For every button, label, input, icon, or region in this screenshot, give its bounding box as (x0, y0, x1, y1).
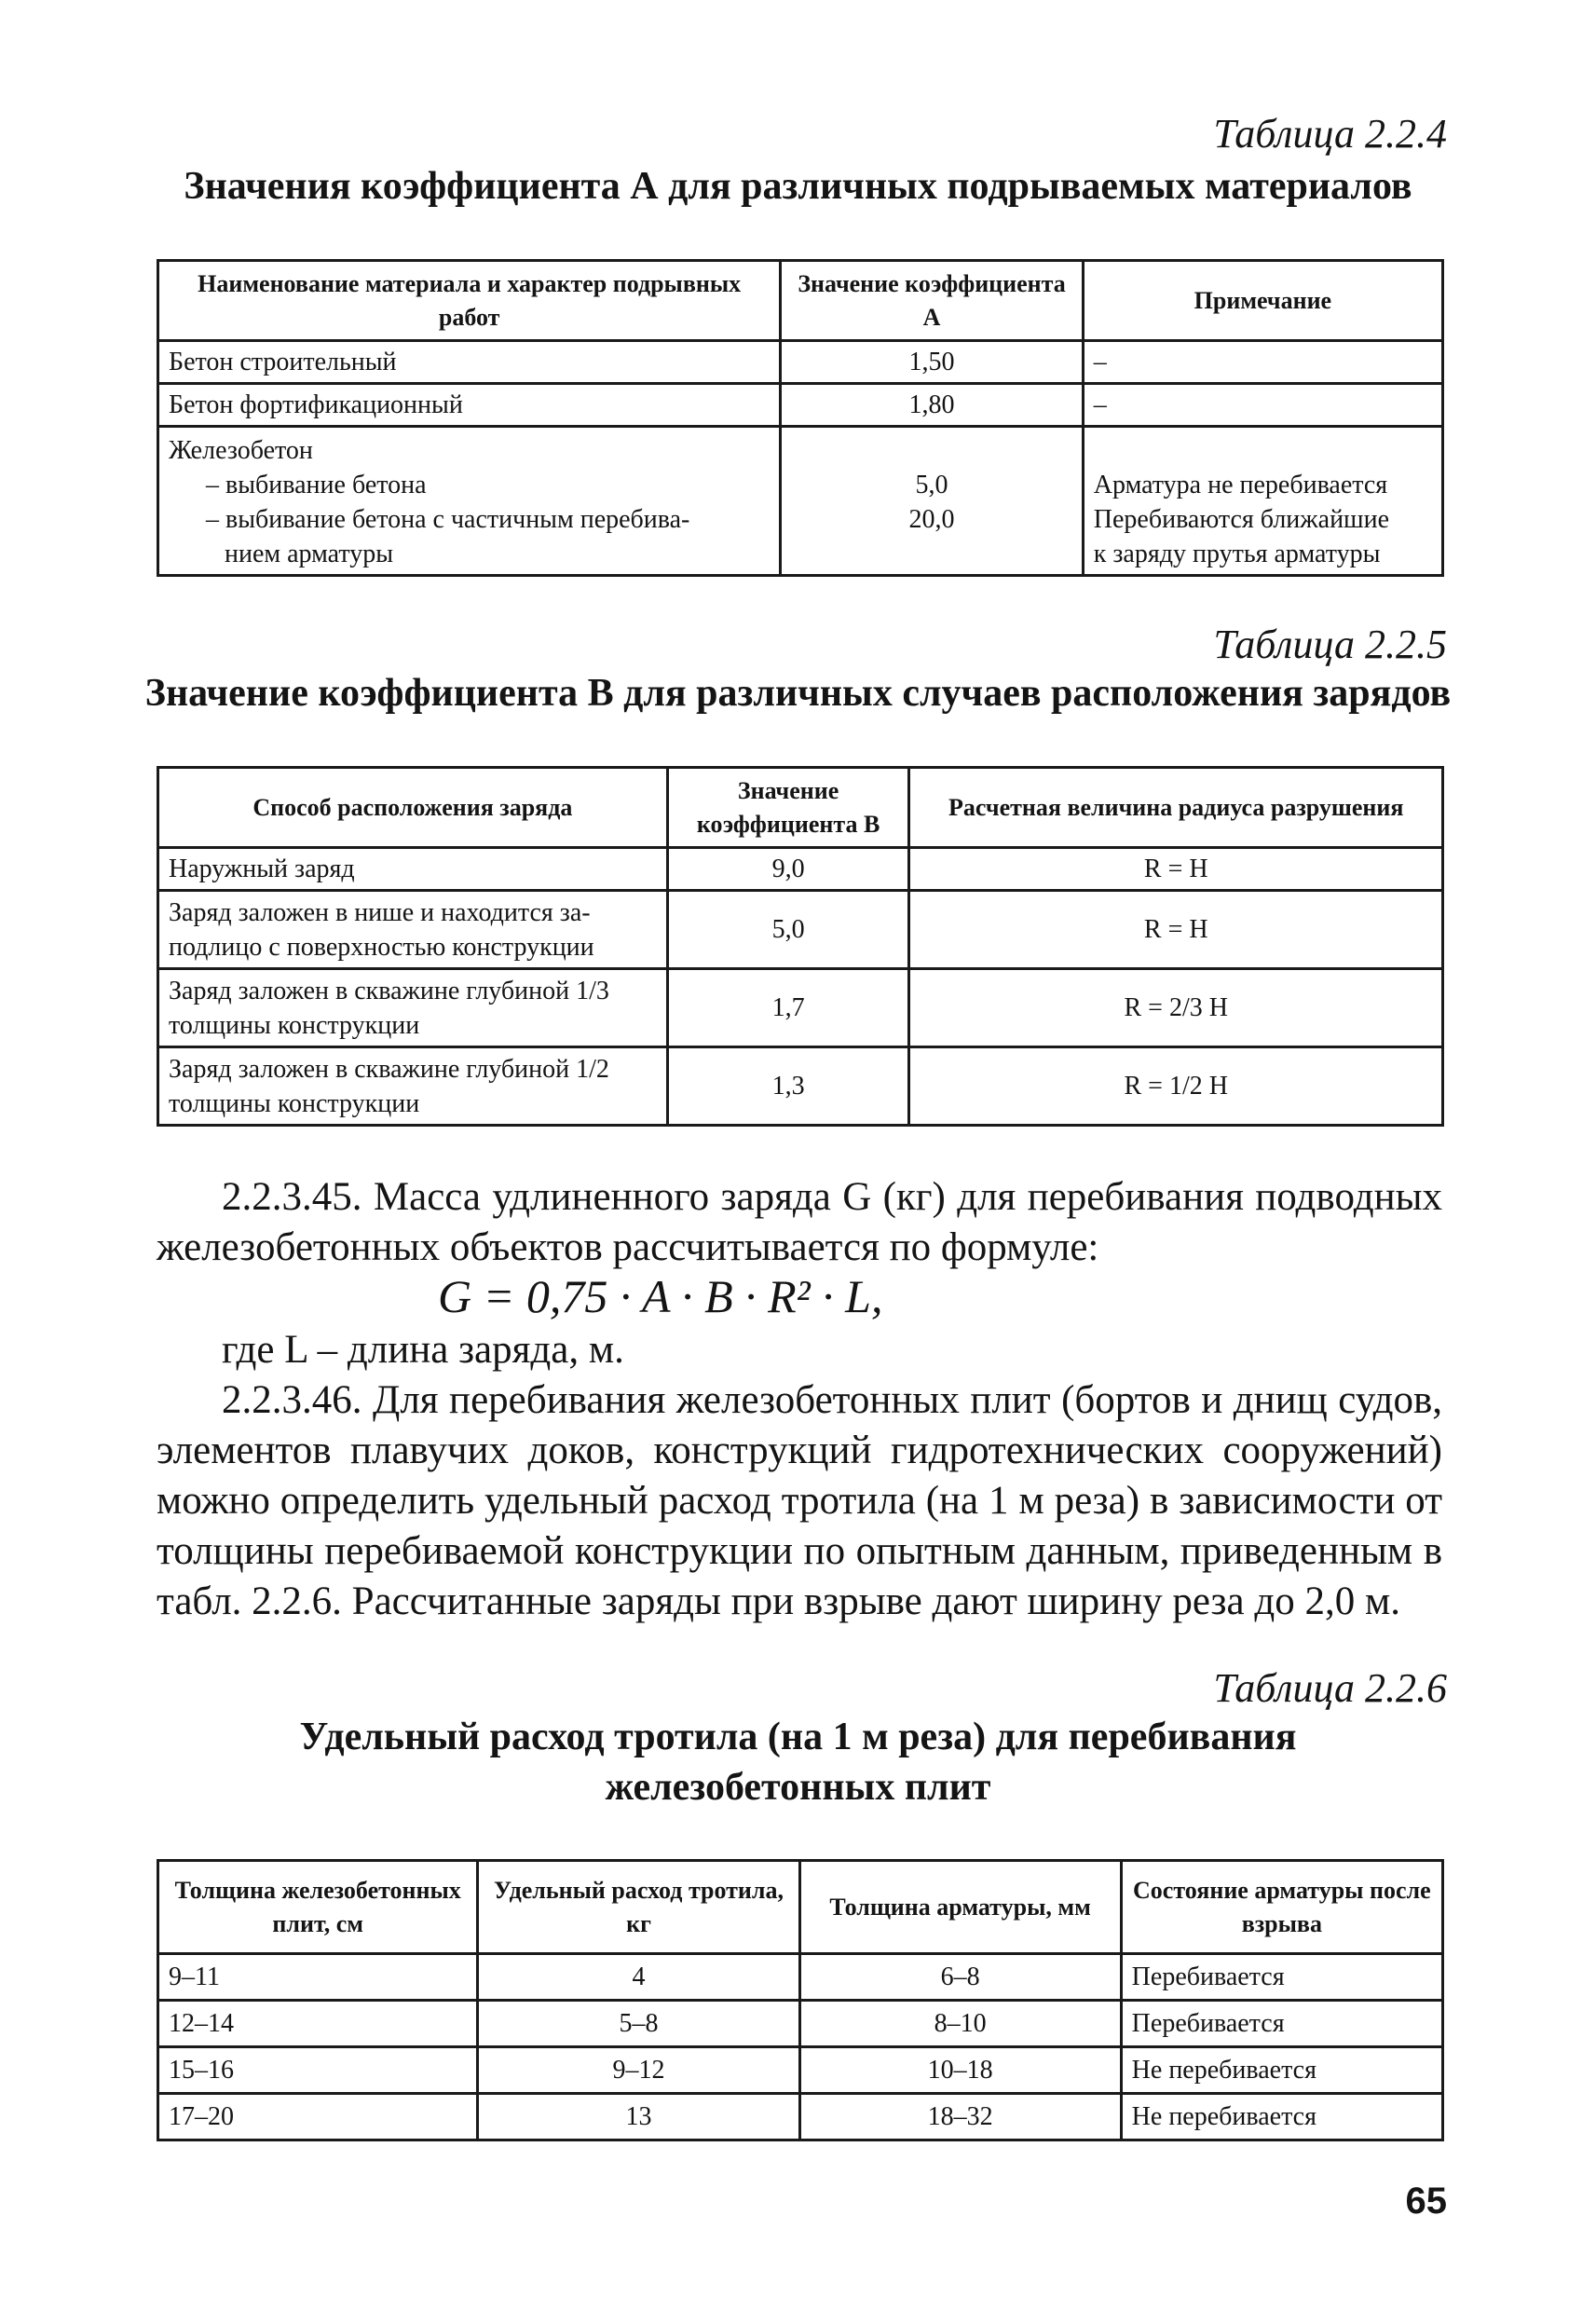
cell-radius: R = H (909, 891, 1443, 969)
cell-value: 9,0 (667, 848, 909, 891)
table-coefficient-a (157, 259, 1444, 577)
cell-consumption: 13 (478, 2094, 799, 2140)
table-header-row (158, 768, 1443, 848)
table-header-row (158, 261, 1443, 341)
cell-method: Заряд заложен в скважине глубиной 1/2 толщины конструкции (158, 1047, 668, 1126)
page-number: 65 (1405, 2181, 1447, 2222)
table-row (158, 969, 1443, 1047)
group-sub-2a: – выбивание бетона с частичным перебива- (206, 505, 690, 534)
table-row (158, 2001, 1443, 2047)
cell-method: Заряд заложен в нише и находится за-подлицо с поверхностью конструкции (158, 891, 668, 969)
cell-thickness: 12–14 (158, 2001, 478, 2047)
table-header-row (158, 1861, 1443, 1954)
group-sub-1: – выбивание бетона (206, 471, 427, 499)
table-row (158, 848, 1443, 891)
table-2-2-6-title-line1: Удельный расход тротила (на 1 м реза) для перебивания (299, 1716, 1297, 1758)
cell-material: Бетон фортификационный (158, 384, 781, 427)
table-2-2-5-title: Значение коэффициента В для различных случаев расположения зарядов (144, 672, 1452, 715)
cell-radius: R = H (909, 848, 1443, 891)
cell-consumption: 5–8 (478, 2001, 799, 2047)
formula-charge-mass: G = 0,75 · A · B · R² · L, (438, 1270, 883, 1322)
cell-rebar: 8–10 (799, 2001, 1121, 2047)
cell-note-group (1083, 427, 1442, 576)
table-2-2-6-title-line2: железобетонных плит (605, 1766, 991, 1809)
cell-state: Перебивается (1121, 1954, 1442, 2001)
cell-radius: R = 2/3 H (909, 969, 1443, 1047)
cell-rebar: 10–18 (799, 2047, 1121, 2094)
cell-note: – (1083, 341, 1442, 384)
formula-where-clause: где L – длина заряда, м. (222, 1328, 624, 1372)
cell-value: 1,50 (781, 341, 1083, 384)
group-value-1: 5,0 (915, 471, 948, 499)
cell-consumption: 4 (478, 1954, 799, 2001)
table-2-2-5-caption: Таблица 2.2.5 (1213, 622, 1447, 667)
header-radius: Расчетная величина радиуса разрушения (909, 768, 1443, 848)
cell-material: Бетон строительный (158, 341, 781, 384)
cell-method: Наружный заряд (158, 848, 668, 891)
header-rebar-state: Состояние арматуры после взрыва (1121, 1861, 1442, 1954)
cell-material-group (158, 427, 781, 576)
group-sub-2b: нием арматуры (225, 540, 394, 568)
cell-value: 1,7 (667, 969, 909, 1047)
header-rebar-thickness: Толщина арматуры, мм (799, 1861, 1121, 1954)
table-row (158, 2094, 1443, 2140)
table-2-2-6-caption: Таблица 2.2.6 (1213, 1665, 1447, 1711)
header-note: Примечание (1083, 261, 1442, 341)
table-row (158, 341, 1443, 384)
cell-radius: R = 1/2 H (909, 1047, 1443, 1126)
header-method: Способ расположения заряда (158, 768, 668, 848)
group-title: Железобетон (169, 436, 313, 465)
cell-thickness: 15–16 (158, 2047, 478, 2094)
cell-state: Не перебивается (1121, 2047, 1442, 2094)
table-row (158, 1954, 1443, 2001)
table-2-2-4-title: Значения коэффициента А для различных подрываемых материалов (184, 165, 1412, 208)
table-row (158, 384, 1443, 427)
cell-value: 1,80 (781, 384, 1083, 427)
group-note-2a: Перебиваются ближайшие (1093, 505, 1390, 534)
cell-thickness: 9–11 (158, 1954, 478, 2001)
table-tnt-consumption (157, 1859, 1444, 2141)
table-row (158, 1047, 1443, 1126)
header-value-b: Значение коэффициента В (667, 768, 909, 848)
cell-state: Перебивается (1121, 2001, 1442, 2047)
group-note-2b: к заряду прутья арматуры (1093, 540, 1381, 568)
group-value-2: 20,0 (908, 505, 955, 534)
paragraph-2-2-3-46: 2.2.3.46. Для перебивания железобетонных плит (бортов и днищ судов, элементов плавучих доков, конструкций гидротехнических сооружений) можно определить удельный расход тротила (на 1 м реза) в зависимости от толщины перебиваемой конструкции по опытным данным, приведенным в табл. 2.2.6. Рассчитанные заряды при взрыве дают ширину реза до 2,0 м. (157, 1378, 1442, 1623)
cell-method: Заряд заложен в скважине глубиной 1/3 толщины конструкции (158, 969, 668, 1047)
table-coefficient-b (157, 766, 1444, 1127)
cell-thickness: 17–20 (158, 2094, 478, 2140)
table-row-group (158, 427, 1443, 576)
header-value-a: Значение коэффициента А (781, 261, 1083, 341)
cell-consumption: 9–12 (478, 2047, 799, 2094)
cell-value: 1,3 (667, 1047, 909, 1126)
header-material: Наименование материала и характер подрывных работ (158, 261, 781, 341)
cell-rebar: 18–32 (799, 2094, 1121, 2140)
cell-state: Не перебивается (1121, 2094, 1442, 2140)
table-row (158, 2047, 1443, 2094)
cell-note: – (1083, 384, 1442, 427)
table-2-2-4-caption: Таблица 2.2.4 (1213, 111, 1447, 157)
group-note-1: Арматура не перебивается (1093, 471, 1388, 499)
cell-value: 5,0 (667, 891, 909, 969)
paragraph-2-2-3-45: 2.2.3.45. Масса удлиненного заряда G (кг) для перебивания подводных железобетонных объектов рассчитывается по формуле: (157, 1175, 1442, 1269)
cell-rebar: 6–8 (799, 1954, 1121, 2001)
cell-value-group (781, 427, 1083, 576)
table-row (158, 891, 1443, 969)
header-tnt-consumption: Удельный расход тротила, кг (478, 1861, 799, 1954)
header-plate-thickness: Толщина железобетонных плит, см (158, 1861, 478, 1954)
